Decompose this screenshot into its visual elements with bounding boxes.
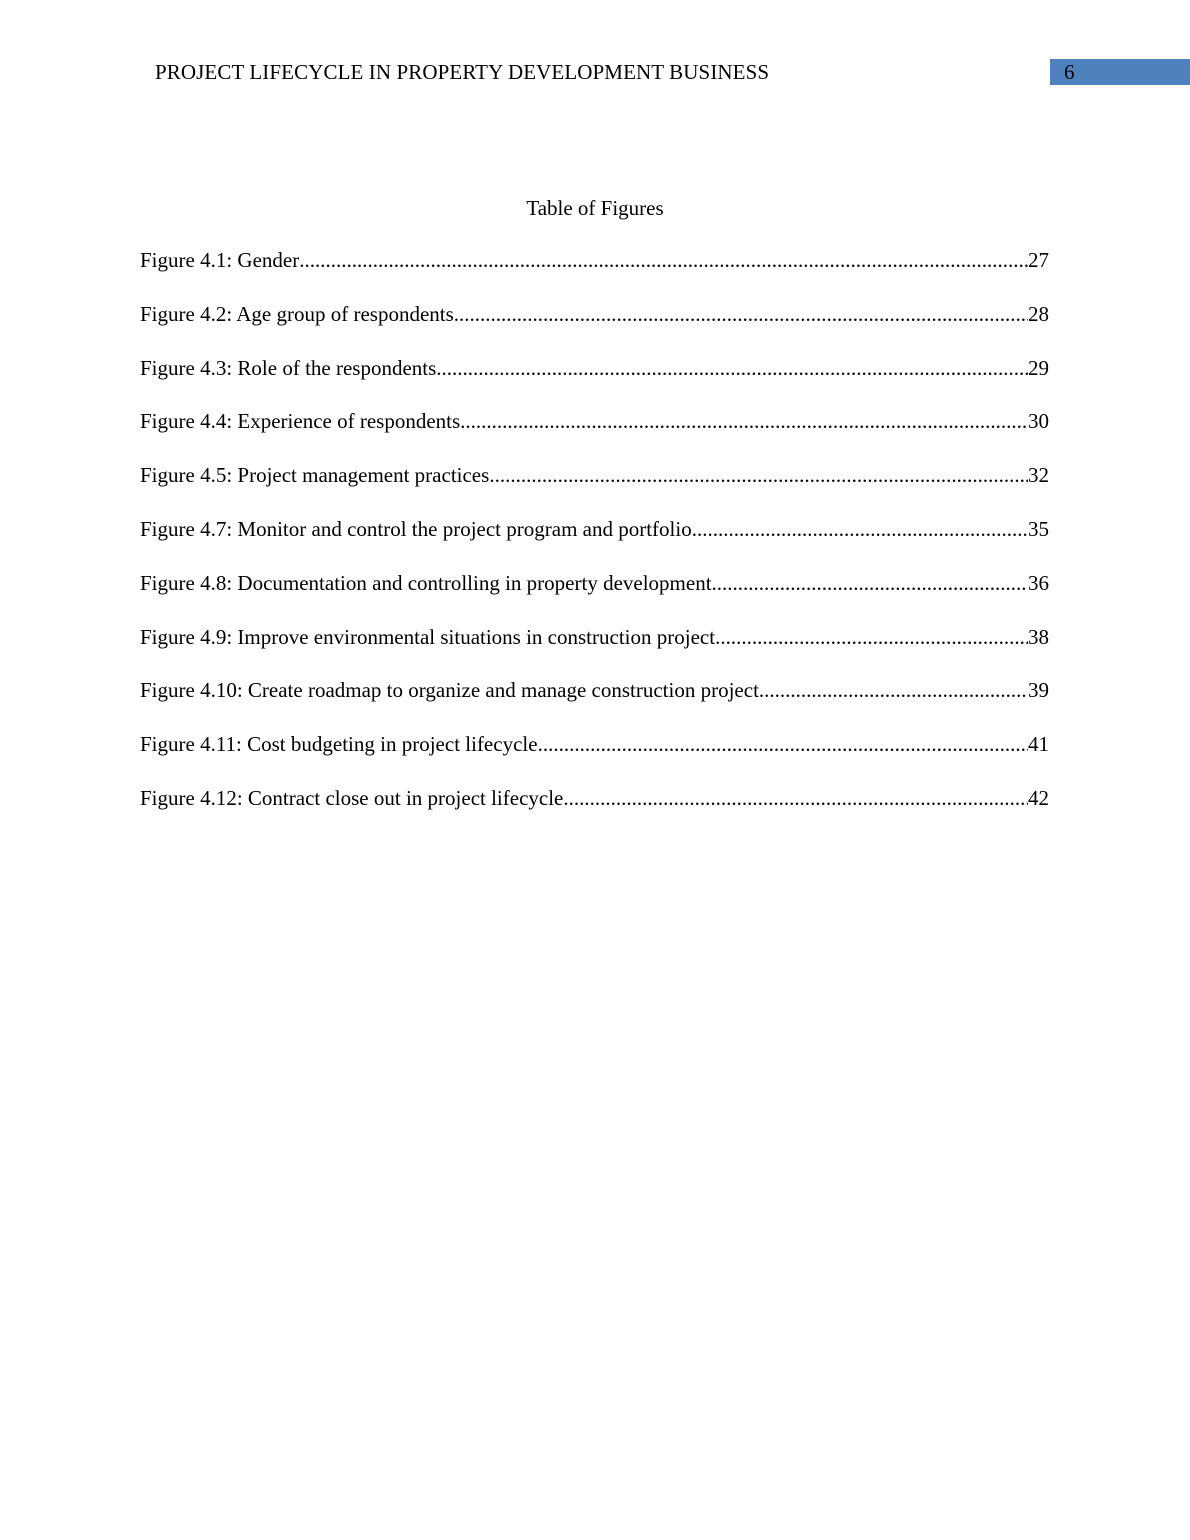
toc-dot-leader xyxy=(759,677,1028,703)
toc-entry-label: Figure 4.10: Create roadmap to organize and manage construction project xyxy=(140,678,759,703)
toc-entry-page: 39 xyxy=(1028,678,1049,703)
toc-entry[interactable] xyxy=(140,624,1049,678)
toc-dot-leader xyxy=(715,624,1028,650)
toc-entry[interactable] xyxy=(140,570,1049,624)
toc-entry[interactable] xyxy=(140,516,1049,570)
toc-dot-leader xyxy=(692,516,1028,542)
toc-entry[interactable] xyxy=(140,677,1049,731)
toc-entry-label: Figure 4.9: Improve environmental situations in construction project xyxy=(140,624,716,649)
running-head: PROJECT LIFECYCLE IN PROPERTY DEVELOPMENT BUSINESS xyxy=(155,60,770,84)
toc-entry-label: Figure 4.4: Experience of respondents xyxy=(140,409,461,434)
toc-entry-label: Figure 4.7: Monitor and control the project program and portfolio xyxy=(140,516,692,541)
toc-entry[interactable] xyxy=(140,408,1049,462)
page-number: 6 xyxy=(1064,60,1075,84)
toc-entry-page: 28 xyxy=(1028,301,1049,326)
toc-entry-label: Figure 4.12: Contract close out in project lifecycle xyxy=(140,785,564,810)
toc-entry[interactable] xyxy=(140,355,1049,409)
toc-dot-leader xyxy=(454,301,1028,327)
toc-entry[interactable] xyxy=(140,462,1049,516)
toc-entry-label: Figure 4.8: Documentation and controlling in property development xyxy=(140,570,712,595)
toc-entry[interactable] xyxy=(140,731,1049,785)
toc-entry-page: 36 xyxy=(1028,570,1049,595)
table-of-figures-title: Table of Figures xyxy=(526,196,664,220)
toc-dot-leader xyxy=(299,247,1028,273)
toc-entry-page: 29 xyxy=(1028,355,1049,380)
page-number-box xyxy=(1050,59,1190,85)
toc-dot-leader xyxy=(460,408,1028,434)
toc-dot-leader xyxy=(436,355,1028,381)
toc-entry[interactable] xyxy=(140,301,1049,355)
toc-entry[interactable] xyxy=(140,785,1049,839)
toc-entry-page: 35 xyxy=(1028,516,1049,541)
toc-entry-page: 32 xyxy=(1028,463,1049,488)
toc-entry-page: 41 xyxy=(1028,732,1049,757)
table-of-figures-list xyxy=(140,247,1049,839)
toc-entry-label: Figure 4.1: Gender xyxy=(140,248,300,272)
toc-entry-label: Figure 4.2: Age group of respondents xyxy=(140,301,454,326)
toc-entry-label: Figure 4.3: Role of the respondents xyxy=(140,355,437,380)
toc-dot-leader xyxy=(538,731,1028,757)
toc-entry-page: 38 xyxy=(1028,624,1049,649)
toc-entry-page: 30 xyxy=(1028,409,1049,434)
toc-entry[interactable] xyxy=(140,247,1049,301)
toc-entry-page: 27 xyxy=(1028,248,1049,272)
toc-dot-leader xyxy=(712,570,1028,596)
toc-entry-page: 42 xyxy=(1028,785,1049,810)
toc-dot-leader xyxy=(489,462,1028,488)
toc-entry-label: Figure 4.11: Cost budgeting in project lifecycle xyxy=(140,732,538,757)
toc-entry-label: Figure 4.5: Project management practices xyxy=(140,463,490,488)
toc-dot-leader xyxy=(563,785,1028,811)
